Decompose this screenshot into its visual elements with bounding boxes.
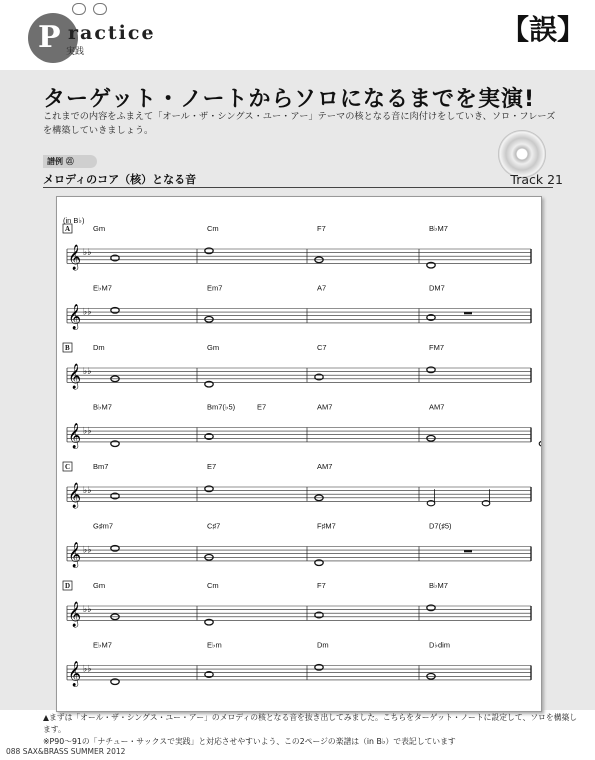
treble-clef-icon: 𝄞 xyxy=(68,602,82,627)
caption xyxy=(43,712,583,748)
treble-clef-icon: 𝄞 xyxy=(68,245,82,270)
chord-symbol: AM7 xyxy=(317,402,333,412)
treble-clef-icon: 𝄞 xyxy=(68,483,82,508)
chord-symbol: E7 xyxy=(257,402,267,412)
music-score xyxy=(56,196,542,712)
chord-symbol: C♯7 xyxy=(207,521,221,531)
treble-clef-icon: 𝄞 xyxy=(68,423,82,449)
chord-symbol: Dm xyxy=(317,640,329,650)
chord-symbol: G♯m7 xyxy=(93,521,114,531)
example-title: メロディのコア（核）となる音 xyxy=(43,173,197,186)
error-tag: 【誤】 xyxy=(500,13,585,46)
rehearsal-mark: B xyxy=(65,344,70,352)
treble-clef-icon: 𝄞 xyxy=(68,542,82,568)
chord-symbol: Dm xyxy=(93,343,105,352)
page-headline: ターゲット・ノートからソロになるまでを実演! xyxy=(43,87,536,112)
chord-symbol: C7 xyxy=(317,343,327,352)
badge-letter: P xyxy=(38,20,61,55)
chord-symbol: B♭M7 xyxy=(429,224,448,233)
score-staves xyxy=(57,197,541,711)
chord-symbol: AM7 xyxy=(429,402,445,412)
chord-symbol: E♭M7 xyxy=(93,283,112,293)
chord-symbol: Cm xyxy=(207,581,219,590)
key-signature: ♭♭ xyxy=(83,664,92,675)
chord-symbol: F7 xyxy=(317,224,326,233)
intro-text: これまでの内容をふまえて「オール・ザ・シングス・ユー・アー」テーマの核となる音に肉付けをしていき、ソロ・フレーズを構築していきましょう。 xyxy=(43,111,556,136)
cd-icon xyxy=(498,130,546,178)
page-footer: 088 SAX&BRASS SUMMER 2012 xyxy=(6,747,126,756)
chord-symbol: E7 xyxy=(207,462,217,471)
chord-symbol: Gm xyxy=(93,224,106,233)
page-header xyxy=(0,0,595,70)
chord-symbol: DM7 xyxy=(429,283,445,293)
key-signature: ♭♭ xyxy=(83,486,92,496)
chord-symbol: AM7 xyxy=(317,462,333,471)
chord-symbol: Bm7 xyxy=(93,462,109,471)
chord-symbol: E♭m xyxy=(207,640,222,650)
key-signature: ♭♭ xyxy=(83,545,92,556)
treble-clef-icon: 𝄞 xyxy=(68,661,82,687)
chord-symbol: Bm7(♭5) xyxy=(207,402,236,412)
chord-symbol: E♭M7 xyxy=(93,640,112,650)
chord-symbol: Em7 xyxy=(207,283,223,293)
caption-line-2: ※P90〜91の「ナチュー・サックスで実践」と対応させやすいよう、この2ページの楽譜は（in B♭）で表記しています xyxy=(43,737,456,746)
treble-clef-icon: 𝄞 xyxy=(68,364,82,389)
key-signature: ♭♭ xyxy=(83,605,92,615)
half-note xyxy=(539,441,541,446)
chord-symbol: Cm xyxy=(207,224,219,233)
chord-symbol: Gm xyxy=(207,343,220,352)
chord-symbol: Gm xyxy=(93,581,106,590)
badge-subtitle: 実践 xyxy=(66,47,85,57)
chord-symbol: A7 xyxy=(317,283,327,293)
paperclip-icon xyxy=(93,3,107,15)
chord-symbol: F♯M7 xyxy=(317,521,336,531)
whole-rest xyxy=(464,312,472,314)
paperclip-icon xyxy=(72,3,86,15)
whole-rest xyxy=(464,550,472,552)
key-signature: ♭♭ xyxy=(83,248,92,258)
chord-symbol: D7(♯5) xyxy=(429,521,452,531)
chord-symbol: FM7 xyxy=(429,343,444,352)
divider xyxy=(43,187,553,188)
rehearsal-mark: D xyxy=(65,582,71,590)
badge-word: ractice xyxy=(68,22,156,44)
chord-symbol: B♭M7 xyxy=(429,581,448,590)
treble-clef-icon: 𝄞 xyxy=(68,304,82,330)
chord-symbol: B♭M7 xyxy=(93,402,112,412)
caption-line-1: ▲まずは「オール・ザ・シングス・ユー・アー」のメロディの核となる音を抜き出してみました。こちらをターゲット・ノートに設定して、ソロを構築します。 xyxy=(43,713,578,734)
track-number: Track 21 xyxy=(510,172,563,187)
rehearsal-mark: A xyxy=(65,225,71,233)
rehearsal-mark: C xyxy=(65,463,71,471)
key-signature: ♭♭ xyxy=(83,367,92,377)
key-signature: ♭♭ xyxy=(83,307,92,318)
chord-symbol: F7 xyxy=(317,581,326,590)
example-label: 譜例 ㉑ xyxy=(43,155,97,168)
chord-symbol: D♭dim xyxy=(429,640,451,650)
transposition-label: (in B♭) xyxy=(63,216,85,225)
key-signature: ♭♭ xyxy=(83,426,92,437)
